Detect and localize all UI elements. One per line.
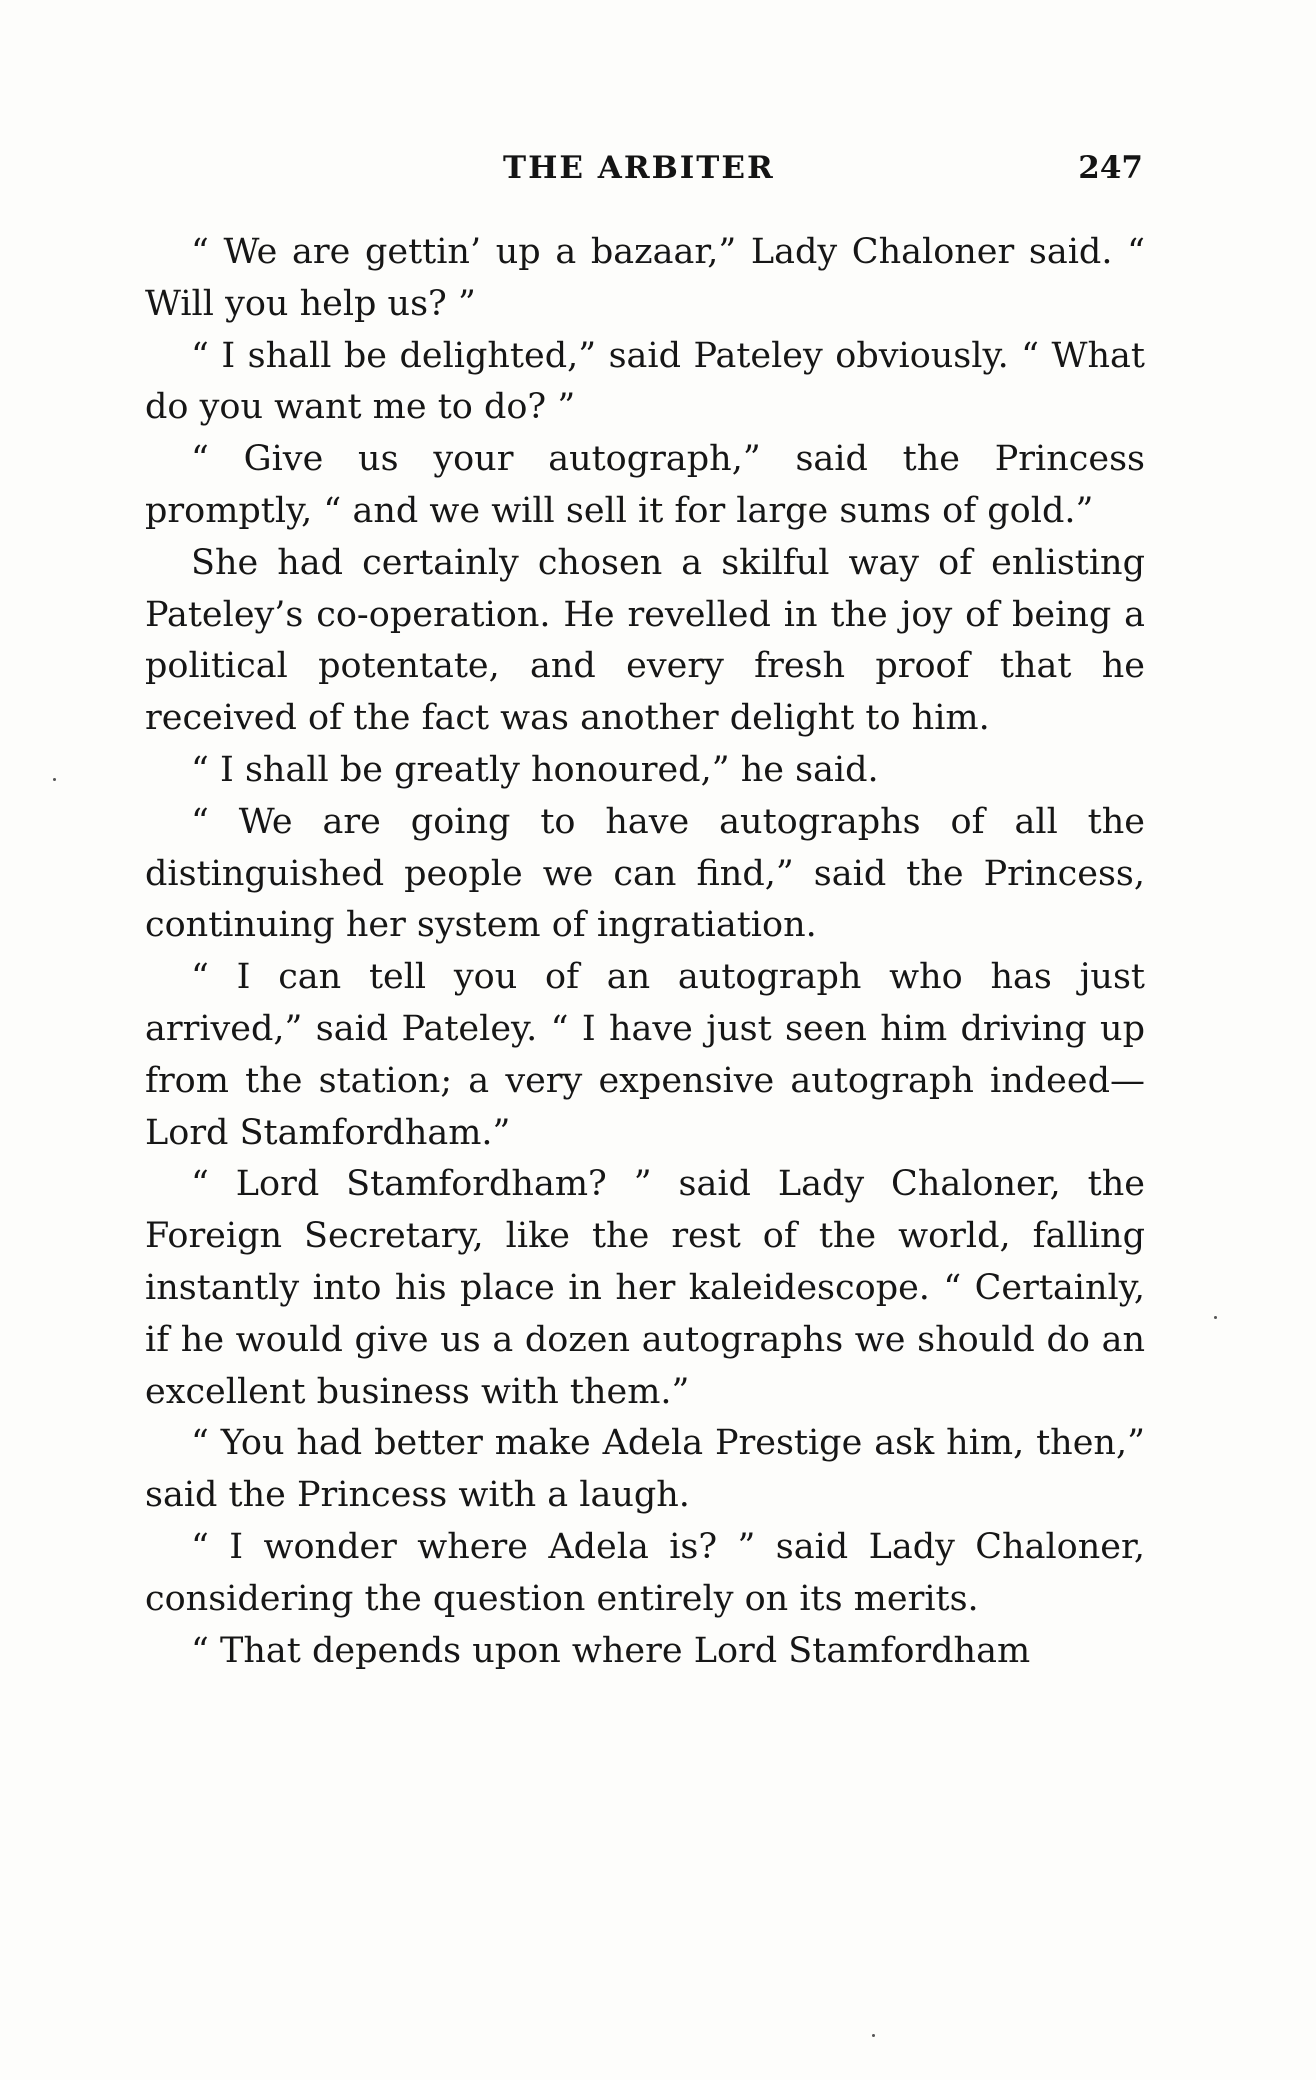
paragraph: “ Give us your autograph,” said the Princess promptly, “ and we will sell it for large sums of gold.” bbox=[145, 439, 1145, 531]
paragraph: She had certainly chosen a skilful way of enlisting Pateley’s co-operation. He revelled in the joy of being a political potentate, and every fresh proof that he received of the fact was another delight to him. bbox=[145, 542, 1145, 739]
page-number: 247 bbox=[1078, 150, 1143, 186]
paper-speck bbox=[1214, 1316, 1217, 1319]
page-header bbox=[145, 150, 1145, 200]
paragraph: “ I wonder where Adela is? ” said Lady Chaloner, considering the question entirely on its merits. bbox=[145, 1526, 1145, 1619]
paragraph: “ I shall be delighted,” said Pateley obviously. “ What do you want me to do? ” bbox=[145, 335, 1145, 428]
paragraph: “ We are going to have autographs of all the distinguished people we can find,” said the Princess, continuing her system of ingratiation. bbox=[145, 801, 1145, 946]
paragraph: “ Lord Stamfordham? ” said Lady Chaloner, the Foreign Secretary, like the rest of the world, falling instantly into his place in her kaleidescope. “ Certainly, if he would give us a dozen autographs we should do an excellent business with them.” bbox=[145, 1164, 1145, 1412]
paragraph: “ That depends upon where Lord Stamfordham bbox=[191, 1630, 1031, 1671]
paragraph: “ You had better make Adela Prestige ask him, then,” said the Princess with a laugh. bbox=[145, 1423, 1145, 1516]
paragraph: “ We are gettin’ up a bazaar,” Lady Chaloner said. “ Will you help us? ” bbox=[145, 232, 1145, 324]
paragraph: “ I can tell you of an autograph who has just arrived,” said Pateley. “ I have just seen him driving up from the station; a very expensive autograph indeed—Lord Stamfordham.” bbox=[145, 957, 1145, 1153]
paper-speck bbox=[872, 2034, 875, 2037]
paragraph: “ I shall be greatly honoured,” he said. bbox=[191, 749, 879, 790]
body-text bbox=[145, 227, 1145, 1677]
paper-speck bbox=[53, 778, 56, 781]
running-title: THE ARBITER bbox=[503, 150, 775, 186]
